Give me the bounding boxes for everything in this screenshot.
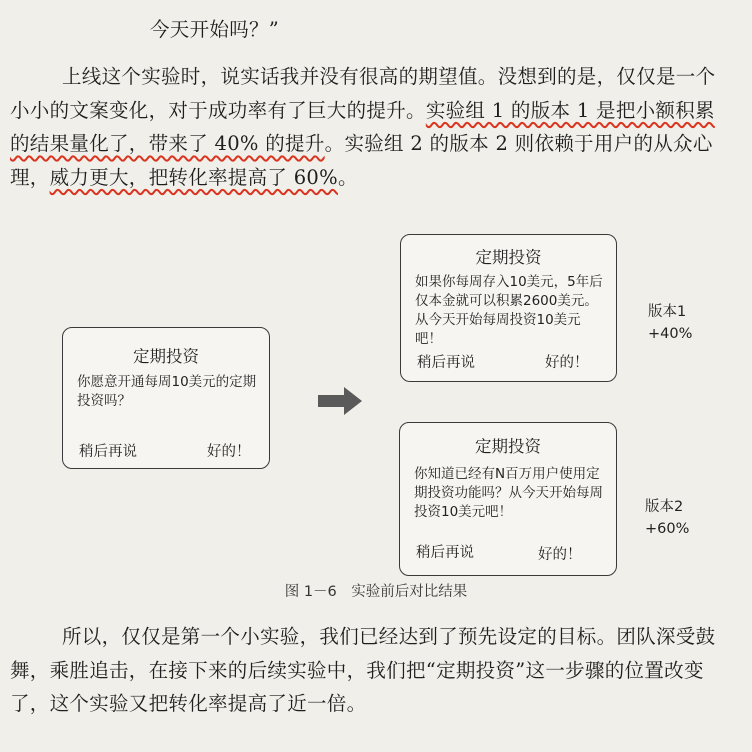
version1-dialog-title: 定期投资 (475, 248, 542, 267)
version1-dialog (400, 234, 617, 382)
underlined-version2-sentence: 威力更大，把转化率提高了 60% (49, 165, 338, 189)
version2-dialog (399, 422, 617, 576)
version2-later-button[interactable]: 稍后再说 (416, 545, 474, 561)
original-dialog (62, 327, 270, 469)
version2-dialog-body: 你知道已经有N百万用户使用定期投资功能吗？从今天开始每周投资10美元吧！ (414, 466, 603, 520)
figure-caption: 图 1－6 实验前后对比结果 (284, 584, 468, 600)
original-later-button[interactable]: 稍后再说 (79, 444, 137, 460)
version1-dialog-body: 如果你每周存入10美元，5年后仅本金就可以积累2600美元。从今天开始每周投资10美元吧！ (415, 274, 603, 347)
original-dialog-title: 定期投资 (133, 347, 199, 366)
version1-later-button[interactable]: 稍后再说 (417, 355, 475, 371)
right-arrow-icon (318, 386, 362, 416)
underlined-version1-sentence: 实验组 1 的版本 1 是把小额积累的结果量化了，带来了 40% 的提升 (10, 98, 715, 155)
paragraph-1-text-b: 。实验组 2 的版本 2 则依赖于用户的从众心理， (10, 132, 713, 189)
version2-label: 版本2 (645, 499, 684, 515)
paragraph-1 (10, 60, 726, 194)
paragraph-1-text-c: 。 (337, 165, 358, 189)
version1-ok-button[interactable]: 好的！ (545, 355, 589, 371)
paragraph-1-text-a: 上线这个实验时，说实话我并没有很高的期望值。没想到的是，仅仅是一个小小的文案变化，对于成功率有了巨大的提升。 (10, 65, 716, 122)
version2-result (645, 496, 689, 540)
version2-lift: +60% (645, 521, 690, 537)
version1-lift: +40% (648, 326, 693, 342)
paragraph-2: 所以，仅仅是第一个小实验，我们已经达到了预先设定的目标。团队深受鼓舞，乘胜追击，在接下来的后续实验中，我们把“定期投资”这一步骤的位置改变了，这个实验又把转化率提高了近一倍。 (10, 625, 716, 715)
version1-result (648, 301, 692, 345)
original-dialog-body: 你愿意开通每周10美元的定期投资吗？ (77, 374, 257, 409)
version2-dialog-title: 定期投资 (475, 437, 541, 456)
version1-label: 版本1 (648, 304, 687, 320)
version2-ok-button[interactable]: 好的！ (538, 547, 582, 563)
original-ok-button[interactable]: 好的！ (207, 444, 251, 460)
top-quote: 今天开始吗？” (150, 18, 280, 41)
